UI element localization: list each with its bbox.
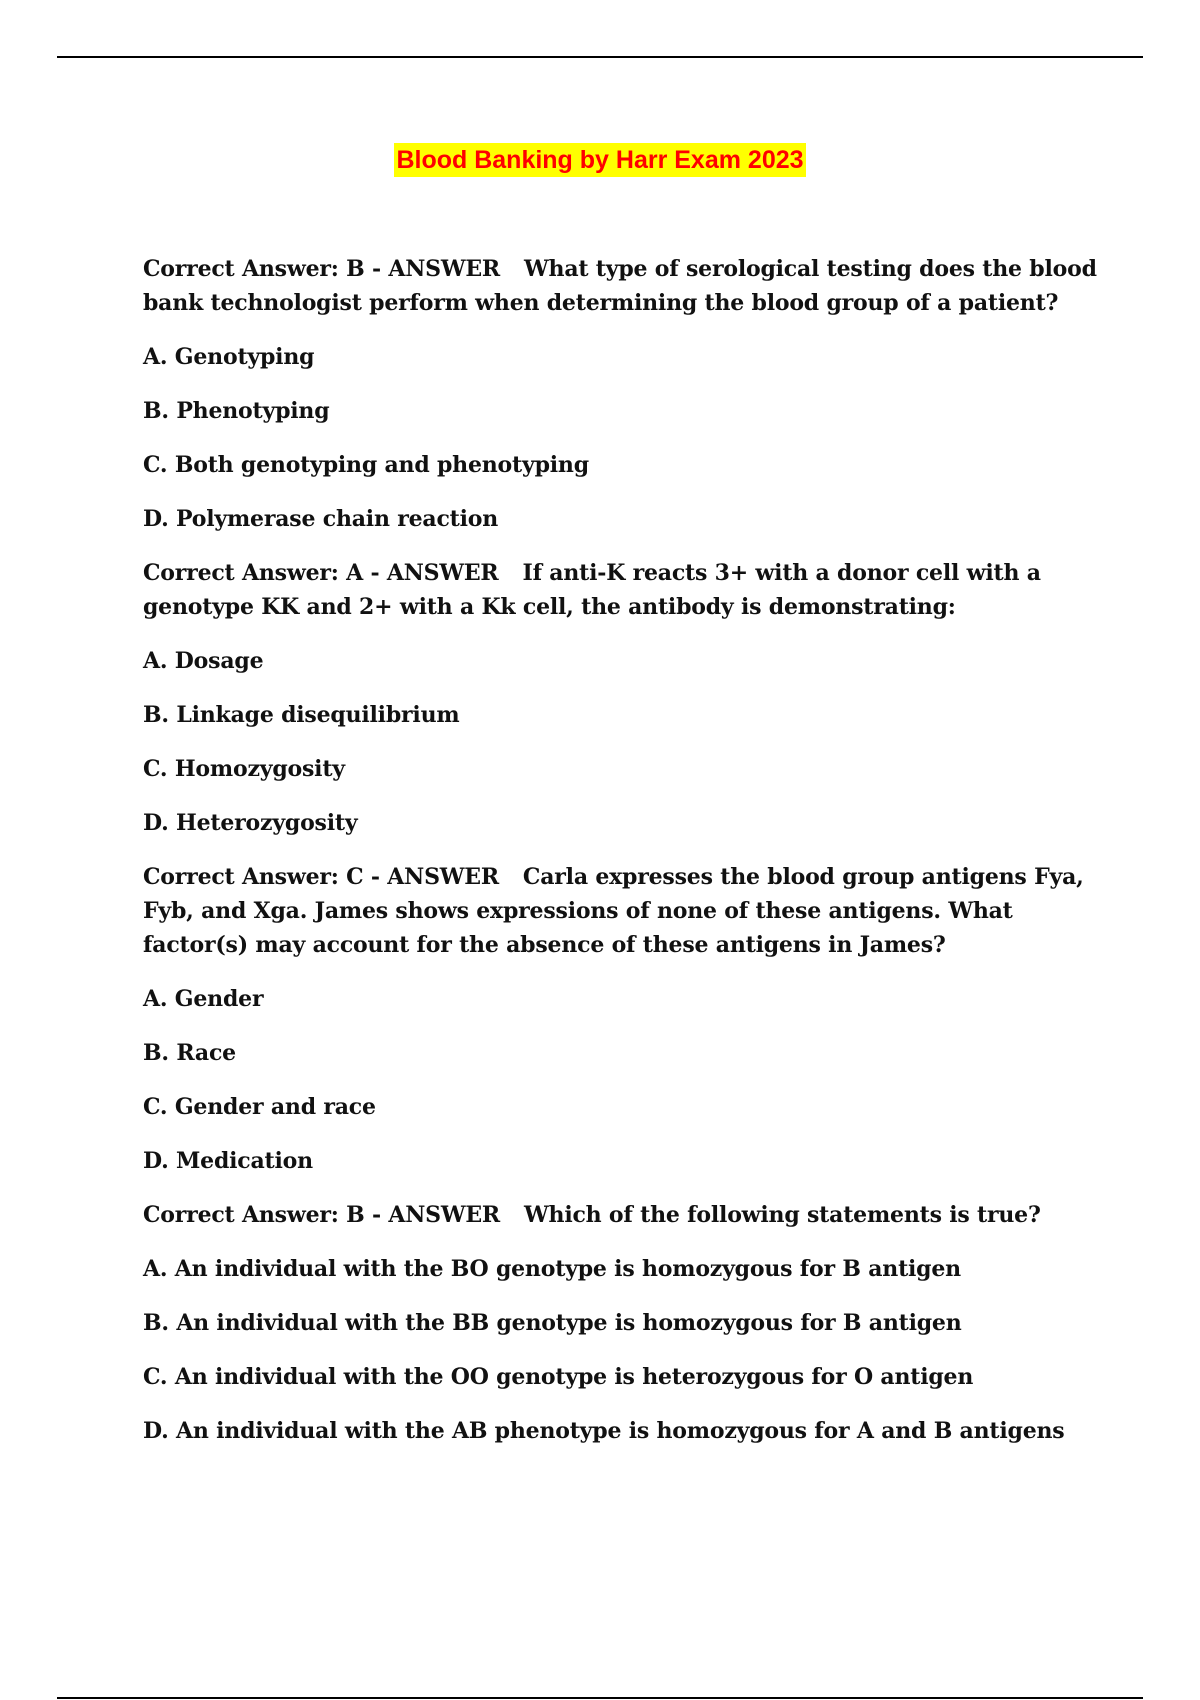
top-rule	[57, 56, 1143, 58]
option: D. Polymerase chain reaction	[143, 506, 499, 532]
option: A. Gender	[143, 986, 264, 1012]
option: B. Phenotyping	[143, 398, 330, 424]
option: C. Gender and race	[143, 1094, 376, 1120]
question-3	[143, 860, 1103, 962]
question-4	[143, 1198, 1103, 1232]
option: B. An individual with the BB genotype is homozygous for B antigen	[143, 1310, 962, 1336]
option: A. An individual with the BO genotype is homozygous for B antigen	[143, 1256, 961, 1282]
option: A. Dosage	[143, 648, 264, 674]
option: C. Both genotyping and phenotyping	[143, 452, 589, 478]
answer-header: Correct Answer: B - ANSWER	[143, 1202, 501, 1228]
option: D. Heterozygosity	[143, 810, 358, 836]
question-text: If anti-K reacts 3+ with a donor cell with a genotype KK and 2+ with a Kk cell, the antibody is demonstrating:	[143, 560, 1041, 620]
answer-header: Correct Answer: B - ANSWER	[143, 256, 501, 282]
question-text: Which of the following statements is true?	[524, 1202, 1041, 1228]
answer-header: Correct Answer: A - ANSWER	[143, 560, 499, 586]
question-list	[143, 252, 1103, 1468]
answer-header: Correct Answer: C - ANSWER	[143, 864, 499, 890]
option: A. Genotyping	[143, 344, 315, 370]
option: C. An individual with the OO genotype is heterozygous for O antigen	[143, 1364, 974, 1390]
question-1	[143, 252, 1103, 320]
question-2	[143, 556, 1103, 624]
bottom-rule	[57, 1697, 1143, 1699]
option: D. An individual with the AB phenotype is homozygous for A and B antigens	[143, 1418, 1065, 1444]
option: B. Race	[143, 1040, 236, 1066]
option: D. Medication	[143, 1148, 313, 1174]
question-text: What type of serological testing does the blood bank technologist perform when determining the blood group of a patient?	[143, 256, 1097, 316]
option: B. Linkage disequilibrium	[143, 702, 460, 728]
option: C. Homozygosity	[143, 756, 345, 782]
document-title: Blood Banking by Harr Exam 2023	[394, 143, 805, 177]
title-wrap	[0, 143, 1200, 177]
question-text: Carla expresses the blood group antigens Fya, Fyb, and Xga. James shows expressions of none of these antigens. What factor(s) may account for the absence of these antigens in James?	[143, 864, 1084, 958]
